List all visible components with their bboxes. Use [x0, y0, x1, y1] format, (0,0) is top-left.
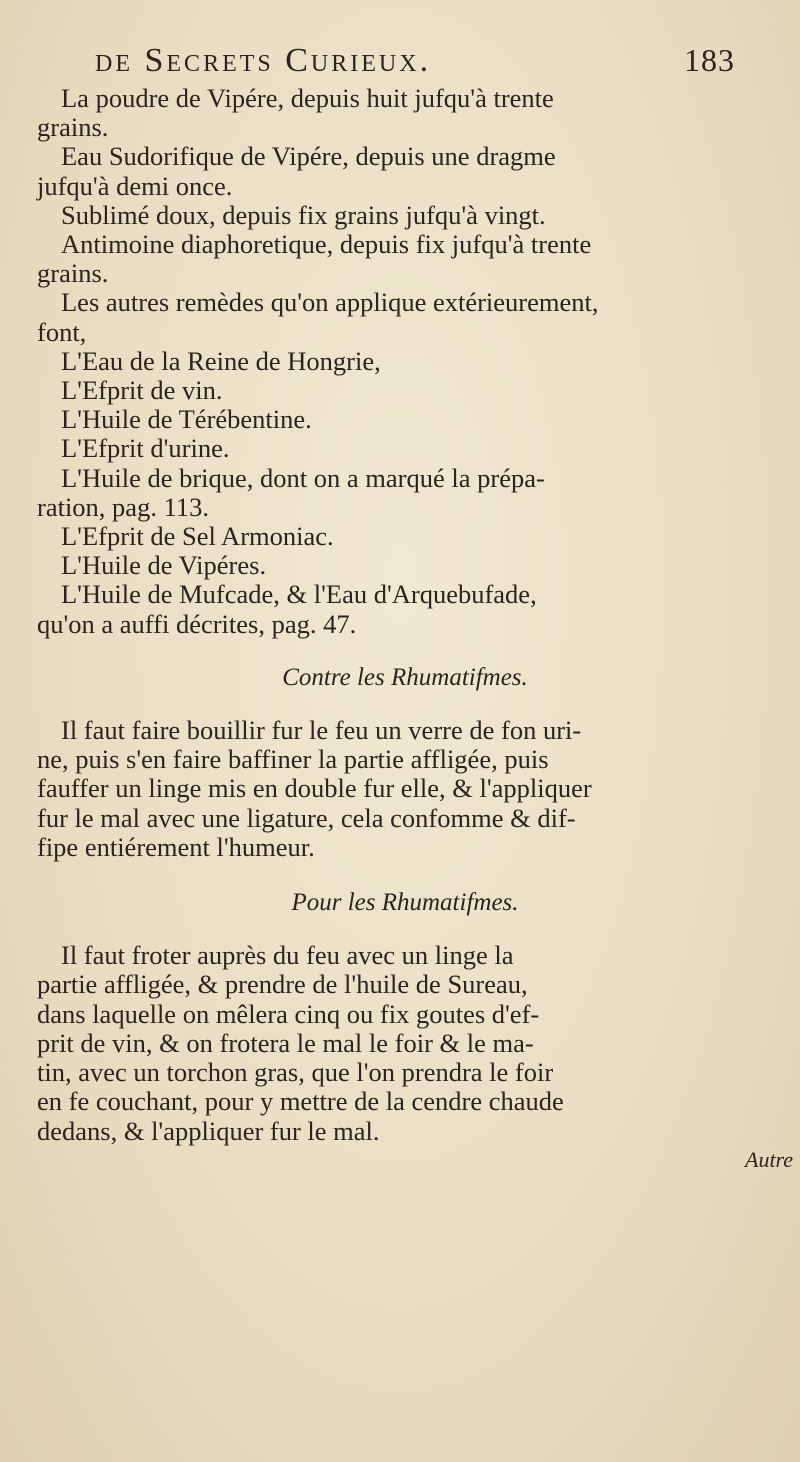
- text-line: fipe entiérement l'humeur.: [37, 831, 315, 862]
- text-line: Eau Sudorifique de Vipére, depuis une dragme: [61, 141, 556, 172]
- text-line: fauffer un linge mis en double fur elle, & l'appliquer: [37, 773, 592, 804]
- text-line: L'Efprit d'urine.: [61, 433, 230, 464]
- text-line: L'Eau de la Reine de Hongrie,: [61, 345, 381, 376]
- text-line: dans laquelle on mêlera cinq ou fix goutes d'ef-: [37, 998, 540, 1029]
- text-line: Il faut froter auprès du feu avec un linge la: [61, 940, 514, 971]
- section-heading: Contre les Rhumatifmes.: [282, 663, 528, 691]
- text-line: qu'on a auffi décrites, pag. 47.: [37, 608, 357, 639]
- text-line: font,: [37, 316, 87, 347]
- text-line: tin, avec un torchon gras, que l'on prendra le foir: [37, 1057, 554, 1088]
- text-line: Sublimé doux, depuis fix grains jufqu'à vingt.: [61, 199, 546, 230]
- text-line: grains.: [37, 112, 109, 143]
- text-line: ne, puis s'en faire baffiner la partie affligée, puis: [37, 744, 549, 775]
- section-heading: Pour les Rhumatifmes.: [291, 889, 519, 917]
- text-line: L'Huile de Mufcade, & l'Eau d'Arquebufade,: [61, 579, 537, 610]
- text-line: L'Huile de Térébentine.: [61, 404, 312, 435]
- text-line: en fe couchant, pour y mettre de la cendre chaude: [37, 1086, 564, 1117]
- running-title: de Secrets Curieux.: [95, 42, 432, 79]
- text-line: jufqu'à demi once.: [37, 170, 233, 201]
- text-line: Les autres remèdes qu'on applique extérieurement,: [61, 287, 599, 318]
- running-header: [95, 42, 735, 80]
- text-line: L'Efprit de Sel Armoniac.: [61, 521, 334, 552]
- page-body: [25, 84, 785, 1146]
- text-line: Il faut faire bouillir fur le feu un verre de fon uri-: [61, 715, 582, 746]
- catchword: Autre: [745, 1147, 794, 1172]
- text-line: La poudre de Vipére, depuis huit jufqu'à trente: [61, 83, 554, 113]
- text-line: L'Huile de brique, dont on a marqué la prépa-: [61, 462, 545, 493]
- text-line: fur le mal avec une ligature, cela confomme & dif-: [37, 802, 576, 833]
- text-line: prit de vin, & on frotera le mal le foir & le ma-: [37, 1027, 534, 1058]
- text-line: grains.: [37, 258, 109, 289]
- text-line: Antimoine diaphoretique, depuis fix jufqu'à trente: [61, 229, 592, 260]
- text-line: L'Huile de Vipéres.: [61, 550, 267, 581]
- text-line: partie affligée, & prendre de l'huile de Sureau,: [37, 969, 528, 1000]
- text-line: ration, pag. 113.: [37, 491, 209, 522]
- page-number: 183: [684, 42, 735, 78]
- text-line: dedans, & l'appliquer fur le mal.: [37, 1115, 380, 1146]
- text-line: L'Efprit de vin.: [61, 375, 223, 406]
